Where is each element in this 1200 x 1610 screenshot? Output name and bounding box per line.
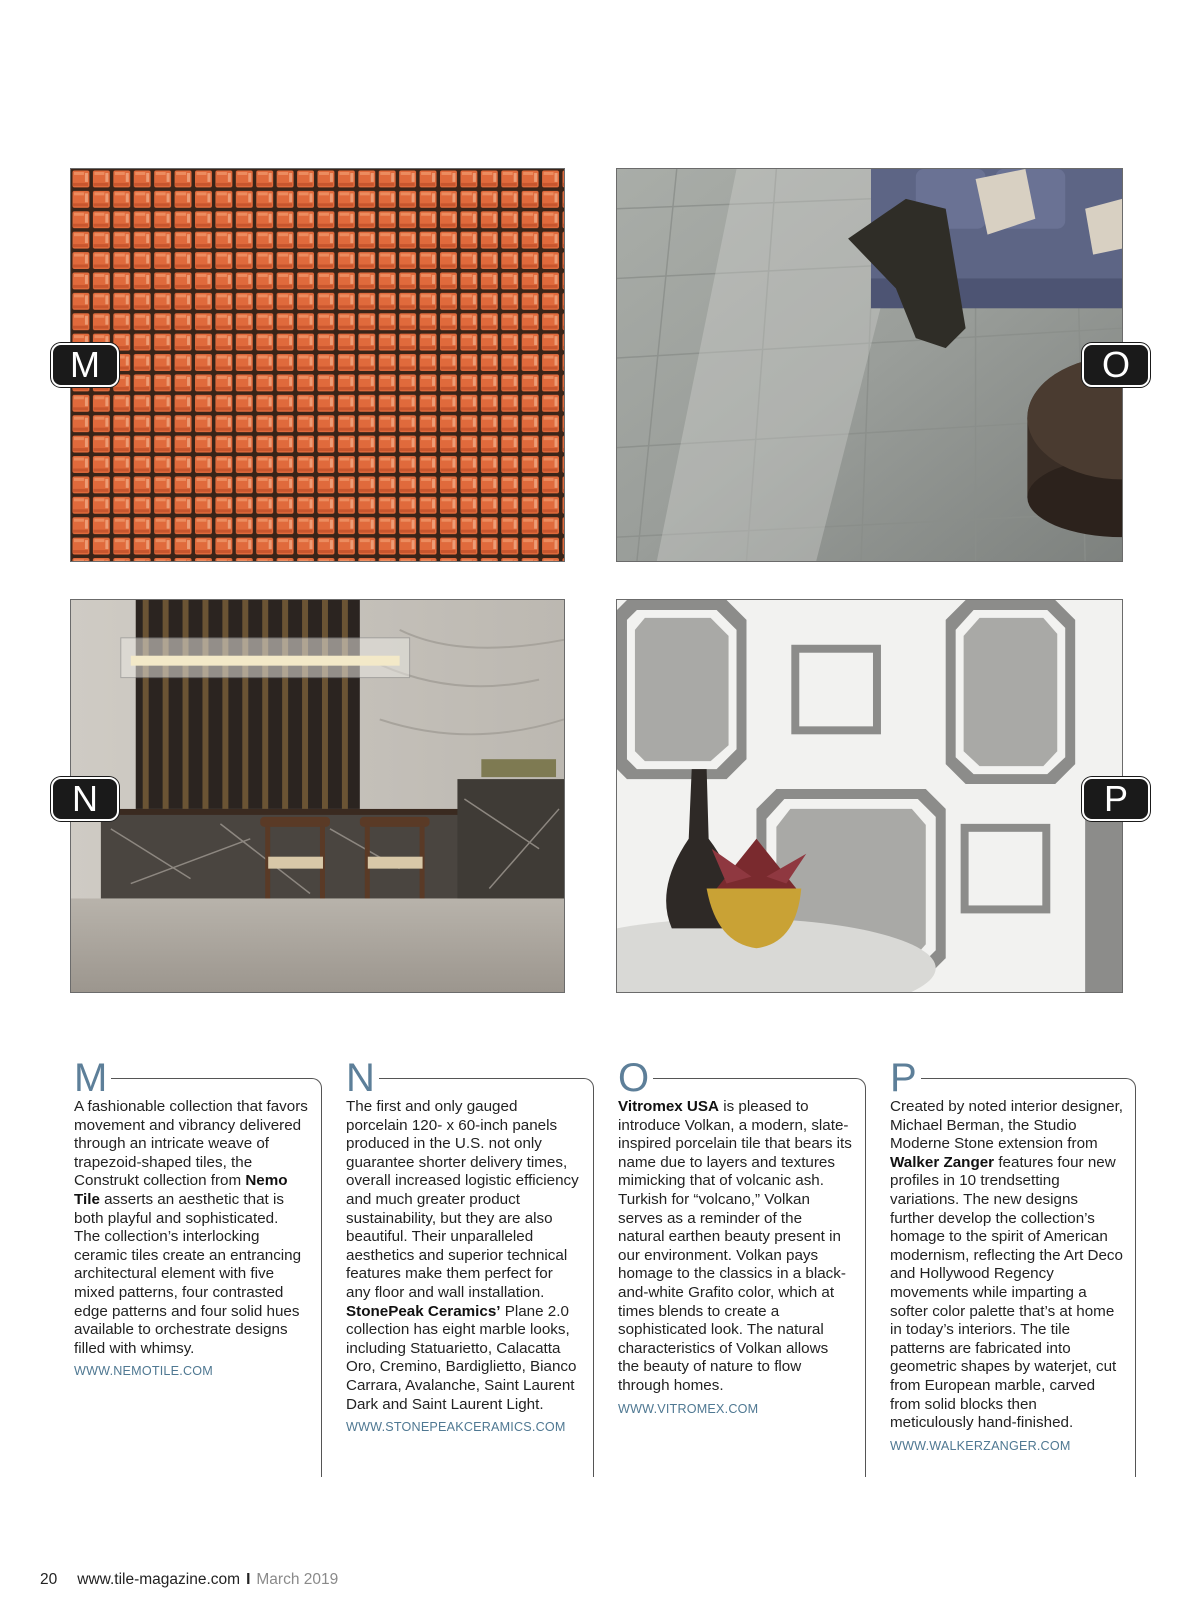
brand-name: Walker Zanger [890, 1153, 995, 1171]
brand-name: StonePeak Ceramics’ [346, 1302, 501, 1320]
site-url[interactable]: www.tile-magazine.com [77, 1571, 241, 1588]
entry-text: asserts an aesthetic that is both playful and sophisticated. The collection’s interlocking ceramic tiles create an entrancing architectural element with five mixed patterns, four contrasted edge patterns and four solid hues available to orchestrate designs filled with whimsy. [74, 1190, 302, 1357]
photo-m-orange-mosaic [70, 168, 565, 562]
entry-body [346, 1098, 580, 1437]
entry-text: Plane 2.0 collection has eight marble looks, including Statuarietto, Calacatta Oro, Cremino, Bardiglietto, Bianco Carrara, Avalanche, Saint Laurent Dark and Saint Laurent Light. [346, 1302, 577, 1413]
entry-text: features four new profiles in 10 trendsetting variations. The new designs further develop the collection’s homage to the spirit of American modernism, reflecting the Art Deco and Hollywood Regency movements while imparting a softer color palette that’s at home in today’s interiors. The tile patterns are fabricated into geometric shapes by waterjet, cut from European marble, carved from solid blocks then meticulously hand-finished. [890, 1153, 1123, 1432]
website-link[interactable]: WWW.VITROMEX.COM [618, 1401, 759, 1416]
footer-separator: I [246, 1571, 251, 1588]
photo-p-octagon-tiles [616, 599, 1123, 993]
entry-body [74, 1098, 308, 1381]
badge-p: P [1082, 777, 1150, 821]
website-link[interactable]: WWW.NEMOTILE.COM [74, 1364, 213, 1379]
entry-body [618, 1098, 852, 1418]
entry-letter: P [890, 1058, 921, 1098]
website-link[interactable]: WWW.WALKERZANGER.COM [890, 1438, 1071, 1453]
entry-letter: O [618, 1058, 653, 1098]
entry-letter: N [346, 1058, 379, 1098]
photo-n-lobby-marble [70, 599, 565, 993]
website-link[interactable]: WWW.STONEPEAKCERAMICS.COM [346, 1420, 566, 1435]
entry-text: A fashionable collection that favors movement and vibrancy delivered through an intricate weave of trapezoid-shaped tiles, the Construkt collection from [74, 1098, 308, 1190]
entry-body [890, 1098, 1124, 1455]
brand-name: Vitromex USA [618, 1098, 720, 1115]
brand-name: Nemo Tile [74, 1172, 288, 1208]
entry-text: Created by noted interior designer, Michael Berman, the Studio Moderne Stone extension from [890, 1098, 1124, 1153]
issue-date: March 2019 [256, 1571, 339, 1588]
page-number: 20 [40, 1571, 58, 1588]
photo-o-slate-floor [616, 168, 1123, 562]
badge-o: O [1082, 343, 1150, 387]
badge-n: N [51, 777, 119, 821]
entry-letter: M [74, 1058, 111, 1098]
page-footer [40, 1571, 338, 1589]
badge-m: M [51, 343, 119, 387]
entry-text: is pleased to introduce Volkan, a modern, slate-inspired porcelain tile that bears its name due to layers and textures mimicking that of volcanic ash. Turkish for “volcano,” Volkan serves as a reminder of the natural earthen beauty present in our environment. Volkan pays homage to the classics in a black-and-white Grafito color, which at times blends to create a sophisticated look. The natural characteristics of Volkan allows the beauty of nature to flow through homes. [618, 1098, 852, 1394]
entry-text: The first and only gauged porcelain 120- x 60-inch panels produced in the U.S. not only guarantee shorter delivery times, overall increased logistic efficiency and much greater product sustainability, but they are also beautiful. Their unparalleled aesthetics and superior technical features make them perfect for any floor and wall installation. [346, 1098, 579, 1301]
